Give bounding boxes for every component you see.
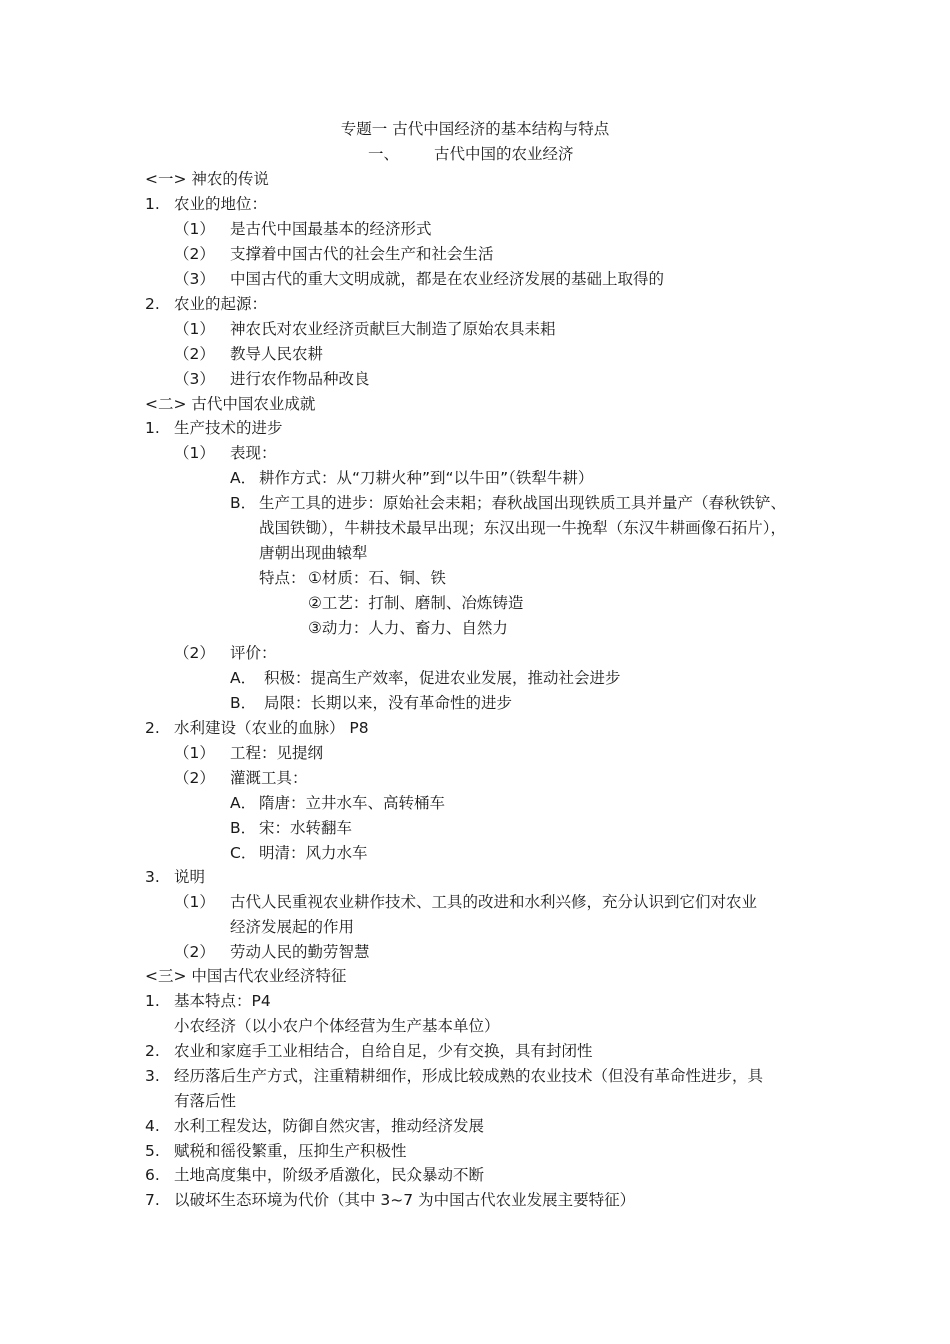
list-item: 说明 xyxy=(174,868,206,886)
letter-marker: B． xyxy=(230,819,257,837)
sub-item: 灌溉工具： xyxy=(230,769,308,787)
list-item-continued: 小农经济（以小农户个体经营为生产基本单位） xyxy=(174,1017,500,1035)
list-marker: 3. xyxy=(145,868,160,886)
list-item-continued: 有落后性 xyxy=(174,1092,237,1110)
section-heading: <二> 古代中国农业成就 xyxy=(145,395,316,413)
list-marker: 6. xyxy=(145,1166,160,1184)
sub-item: 教导人民农耕 xyxy=(230,345,324,363)
subtitle: 古代中国的农业经济 xyxy=(434,145,574,163)
sub-marker: （1） xyxy=(174,744,215,762)
list-item: 以破坏生态环境为代价（其中 3~7 为中国古代农业发展主要特征） xyxy=(174,1191,636,1209)
list-item: 基本特点：P4 xyxy=(174,992,271,1010)
subtitle-marker: 一、 xyxy=(368,145,400,163)
list-item: 经历落后生产方式，注重精耕细作，形成比较成熟的农业技术（但没有革命性进步，具 xyxy=(174,1067,764,1085)
list-marker: 5. xyxy=(145,1142,160,1160)
letter-item: 隋唐：立井水车、高转桶车 xyxy=(259,794,446,812)
list-marker: 4. xyxy=(145,1117,160,1135)
list-item: 水利建设（农业的血脉） P8 xyxy=(174,719,369,737)
letter-item: 积极：提高生产效率，促进农业发展，推动社会进步 xyxy=(264,669,621,687)
sub-marker: （1） xyxy=(174,893,215,911)
sub-marker: （1） xyxy=(174,444,215,462)
list-marker: 2. xyxy=(145,719,160,737)
list-marker: 2. xyxy=(145,1042,160,1060)
sub-marker: （2） xyxy=(174,644,215,662)
list-marker: 1. xyxy=(145,195,160,213)
sub-marker: （1） xyxy=(174,320,215,338)
sub-marker: （3） xyxy=(174,370,215,388)
list-marker: 2. xyxy=(145,295,160,313)
sub-marker: （2） xyxy=(174,943,215,961)
sub-item-continued: 经济发展起的作用 xyxy=(230,918,355,936)
list-item: 农业的地位： xyxy=(174,195,268,213)
sub-marker: （2） xyxy=(174,345,215,363)
list-marker: 1. xyxy=(145,419,160,437)
section-heading: <三> 中国古代农业经济特征 xyxy=(145,967,347,985)
list-marker: 7. xyxy=(145,1191,160,1209)
list-item: 生产技术的进步 xyxy=(174,419,283,437)
letter-item: 明清：风力水车 xyxy=(259,844,368,862)
list-item: 农业和家庭手工业相结合，自给自足，少有交换，具有封闭性 xyxy=(174,1042,593,1060)
letter-marker: A． xyxy=(230,794,257,812)
sub-item: 工程：见提纲 xyxy=(230,744,324,762)
letter-marker: B． xyxy=(230,694,257,712)
list-item: 赋税和徭役繁重，压抑生产积极性 xyxy=(174,1142,407,1160)
feature-line: ②工艺：打制、磨制、冶炼铸造 xyxy=(308,594,524,612)
sub-item: 古代人民重视农业耕作技术、工具的改进和水利兴修，充分认识到它们对农业 xyxy=(230,893,758,911)
list-marker: 1. xyxy=(145,992,160,1010)
sub-item: 是古代中国最基本的经济形式 xyxy=(230,220,432,238)
sub-marker: （3） xyxy=(174,270,215,288)
list-item: 土地高度集中，阶级矛盾激化，民众暴动不断 xyxy=(174,1166,485,1184)
sub-item: 支撑着中国古代的社会生产和社会生活 xyxy=(230,245,494,263)
list-item: 水利工程发达，防御自然灾害，推动经济发展 xyxy=(174,1117,485,1135)
sub-item: 神农氏对农业经济贡献巨大制造了原始农具耒耜 xyxy=(230,320,556,338)
letter-item: 生产工具的进步：原始社会耒耜；春秋战国出现铁质工具并量产（春秋铁铲、 xyxy=(259,494,787,512)
letter-marker: A． xyxy=(230,469,257,487)
section-heading: <一> 神农的传说 xyxy=(145,170,269,188)
letter-item-continued: 唐朝出现曲辕犁 xyxy=(259,544,368,562)
sub-marker: （1） xyxy=(174,220,215,238)
letter-marker: C． xyxy=(230,844,257,862)
page-title: 专题一 古代中国经济的基本结构与特点 xyxy=(340,120,610,138)
letter-marker: B． xyxy=(230,494,257,512)
sub-marker: （2） xyxy=(174,245,215,263)
letter-item: 宋：水转翻车 xyxy=(259,819,353,837)
letter-marker: A． xyxy=(230,669,257,687)
sub-item: 进行农作物品种改良 xyxy=(230,370,370,388)
feature-line: ③动力：人力、畜力、自然力 xyxy=(308,619,508,637)
list-marker: 3. xyxy=(145,1067,160,1085)
letter-item: 局限：长期以来，没有革命性的进步 xyxy=(264,694,513,712)
feature-line: ①材质：石、铜、铁 xyxy=(308,569,446,587)
sub-item: 评价： xyxy=(230,644,277,662)
letter-item: 耕作方式：从“刀耕火种”到“以牛田”（铁犁牛耕） xyxy=(259,469,594,487)
sub-marker: （2） xyxy=(174,769,215,787)
letter-item-continued: 战国铁锄），牛耕技术最早出现；东汉出现一牛挽犁（东汉牛耕画像石拓片）， xyxy=(259,519,787,537)
sub-item: 中国古代的重大文明成就，都是在农业经济发展的基础上取得的 xyxy=(230,270,665,288)
sub-item: 劳动人民的勤劳智慧 xyxy=(230,943,370,961)
sub-item: 表现： xyxy=(230,444,277,462)
list-item: 农业的起源： xyxy=(174,295,268,313)
features-label: 特点： xyxy=(259,569,306,587)
